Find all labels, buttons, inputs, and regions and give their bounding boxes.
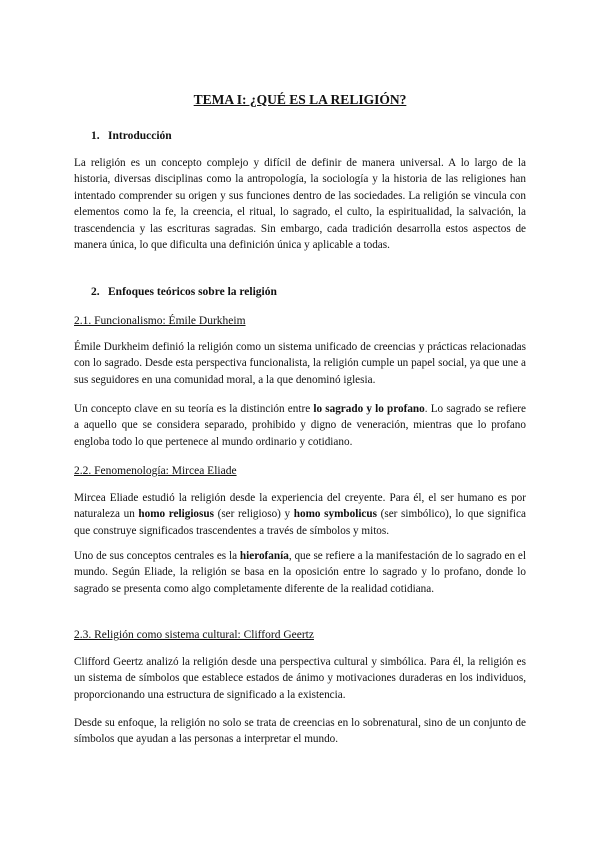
eliade-paragraph-1 xyxy=(74,490,526,539)
section-2-title: Enfoques teóricos sobre la religión xyxy=(108,286,277,298)
bold-term-homo-religiosus: homo religiosus xyxy=(138,508,214,521)
eliade-paragraph-2 xyxy=(74,548,526,597)
text-run: (ser religioso) y xyxy=(213,508,294,521)
section-1-number: 1. xyxy=(91,130,100,142)
text-run: Uno de sus conceptos centrales es la xyxy=(74,550,240,562)
text-run: Un concepto clave en su teoría es la distinción entre xyxy=(74,403,314,415)
bold-term-homo-symbolicus: homo symbolicus xyxy=(293,508,377,521)
text-run: (ser simbólico), lo que significa que construye significados trascendentes a través de símbolos y mitos. xyxy=(74,508,526,537)
subsection-2-2-heading: 2.2. Fenomenología: Mircea Eliade xyxy=(74,465,237,477)
section-2-number: 2. xyxy=(91,286,100,298)
geertz-paragraph-2: Desde su enfoque, la religión no solo se trata de creencias en lo sobrenatural, sino de un conjunto de símbolos que ayudan a las personas a interpretar el mundo. xyxy=(74,717,526,746)
page-title: TEMA I: ¿QUÉ ES LA RELIGIÓN? xyxy=(193,92,407,107)
durkheim-paragraph-2 xyxy=(74,401,526,450)
section-1-heading xyxy=(91,128,172,144)
bold-term-sagrado-profano: lo sagrado y lo profano xyxy=(313,403,425,415)
text-run: , que se refiere a la manifestación de lo sagrado en el mundo. Según Eliade, la religión se basa en la oposición entre lo sagrado y lo profano, donde lo sagrado se presenta como algo completamente diferente de la realidad cotidiana. xyxy=(74,550,526,595)
geertz-paragraph-1: Clifford Geertz analizó la religión desde una perspectiva cultural y simbólica. Para él, la religión es un sistema de símbolos que establece estados de ánimo y motivaciones duraderas en los individuos, proporcionando una estructura de significado a la existencia. xyxy=(74,656,526,701)
text-run: Mircea Eliade estudió la religión desde la experiencia del creyente. Para él, el ser humano es por naturaleza un xyxy=(74,492,526,521)
subsection-2-1-heading: 2.1. Funcionalismo: Émile Durkheim xyxy=(74,315,246,327)
durkheim-paragraph-1: Émile Durkheim definió la religión como un sistema unificado de creencias y prácticas relacionadas con lo sagrado. Desde esta perspectiva funcionalista, la religión cumple un papel social, ya que une a sus seguidores en una comunidad moral, a la que denominó iglesia. xyxy=(74,341,527,386)
bold-term-hierofania: hierofanía xyxy=(239,550,289,562)
section-1-title: Introducción xyxy=(108,130,172,142)
subsection-2-3-heading: 2.3. Religión como sistema cultural: Clifford Geertz xyxy=(74,629,314,641)
section-2-heading xyxy=(91,284,277,300)
intro-paragraph: La religión es un concepto complejo y difícil de definir de manera universal. A lo largo de la historia, diversas disciplinas como la antropología, la sociología y la historia de las religiones han intentado comprender su origen y sus funciones dentro de las sociedades. La religión se vincula con elementos como la fe, la creencia, el ritual, lo sagrado, el culto, la espiritualidad, la salvación, la trascendencia y las escrituras sagradas. Sin embargo, cada tradición desarrolla estos aspectos de manera única, lo que dificulta una definición única y aplicable a todas. xyxy=(74,157,526,252)
text-run: . Lo sagrado se refiere a aquello que se considera separado, prohibido y digno de veneración, mientras que lo profano engloba todo lo que pertenece al mundo ordinario y cotidiano. xyxy=(74,403,526,448)
